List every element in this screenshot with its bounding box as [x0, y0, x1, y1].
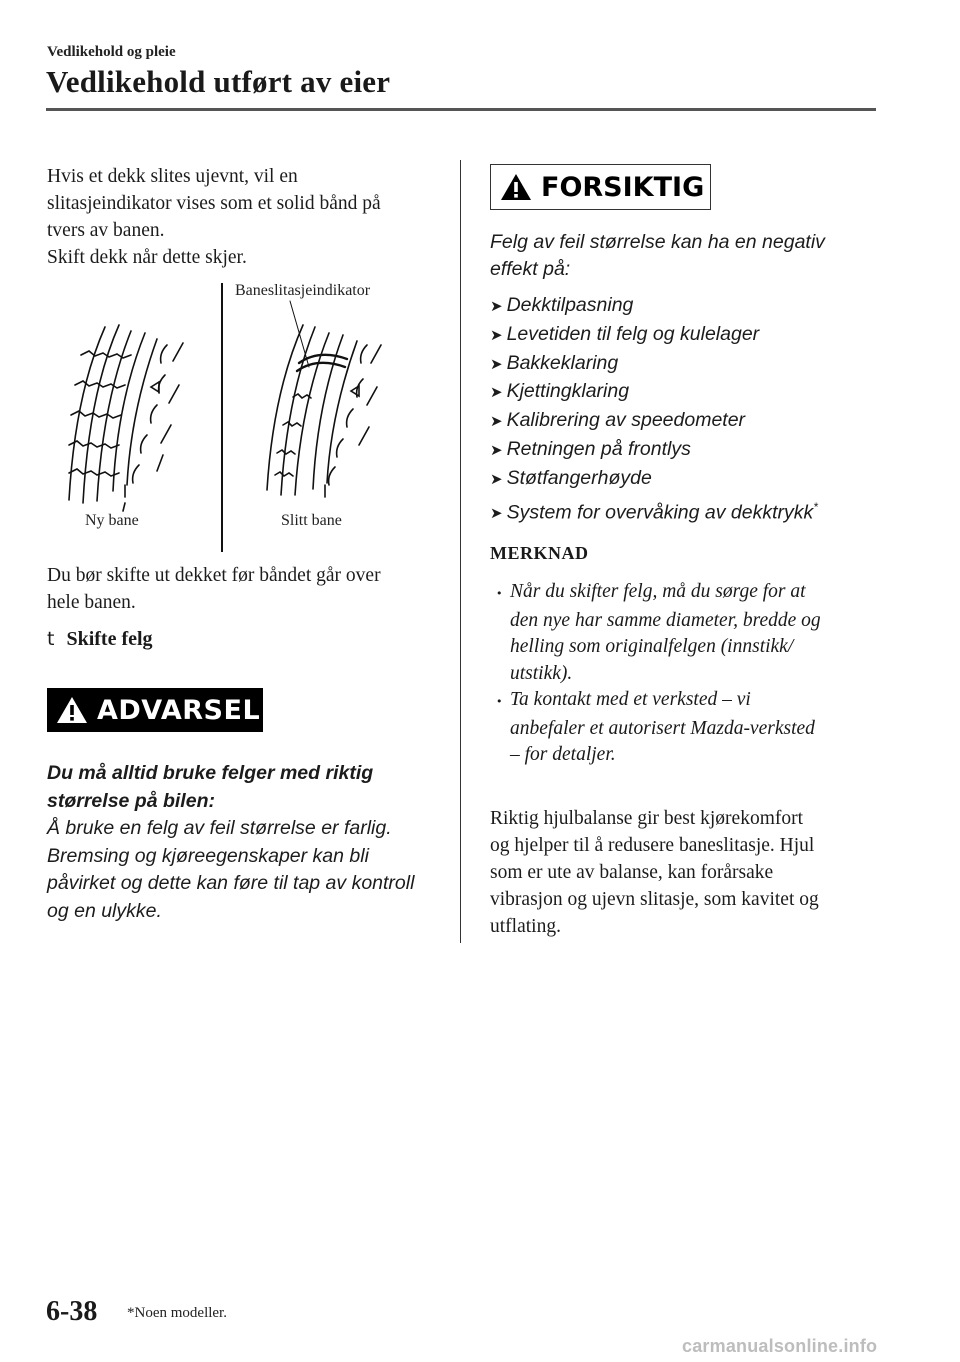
- bullet-dot-icon: •: [496, 587, 503, 600]
- tire-wear-figure: [47, 275, 457, 560]
- list-item-text: Dekktilpasning: [506, 294, 634, 316]
- replace-paragraph: [47, 562, 447, 616]
- list-item-text: Kalibrering av speedometer: [506, 409, 746, 432]
- text-line: påvirket og dette kan føre til tap av kontroll: [47, 872, 415, 894]
- list-item: [490, 321, 818, 350]
- list-item-text: Kjettingklaring: [506, 380, 630, 403]
- arrow-bullet-icon: ➤: [490, 469, 503, 488]
- figure-label-worn: Slitt bane: [281, 512, 342, 529]
- balance-paragraph: [490, 805, 880, 940]
- note-line: – for detaljer.: [510, 744, 616, 765]
- list-item: [490, 407, 818, 436]
- note-line: [496, 687, 821, 716]
- list-item: [490, 494, 818, 528]
- text-line: utflating.: [490, 916, 561, 937]
- column-divider: [460, 160, 461, 943]
- text-line: Du bør skifte ut dekket før båndet går over: [47, 565, 381, 586]
- list-item: [490, 378, 818, 407]
- note-line: helling som originalfelgen (innstikk/: [510, 636, 794, 657]
- text-line: som er ute av balanse, kan forårsake: [490, 862, 774, 883]
- text-line: Hvis et dekk slites ujevnt, vil en: [47, 166, 298, 187]
- warning-label: ADVARSEL: [97, 694, 261, 726]
- list-item-text: Retningen på frontlys: [506, 437, 691, 460]
- footnote: *Noen modeller.: [127, 1305, 227, 1321]
- text-line: og en ulykke.: [47, 899, 162, 922]
- note-line: den nye har samme diameter, bredde og: [510, 609, 821, 631]
- subheading-mark: t: [47, 628, 55, 650]
- caution-list: [490, 292, 818, 528]
- list-item-text: Støtfangerhøyde: [506, 466, 652, 489]
- subheading-rims: [47, 628, 153, 651]
- arrow-bullet-icon: ➤: [490, 412, 503, 431]
- text-line: hele banen.: [47, 592, 136, 613]
- text-line: effekt på:: [490, 258, 571, 280]
- arrow-bullet-icon: ➤: [490, 504, 503, 523]
- text-line: Bremsing og kjøreegenskaper kan bli: [47, 844, 369, 867]
- caution-label: FORSIKTIG: [541, 171, 705, 203]
- watermark: carmanualsonline.info: [682, 1336, 878, 1356]
- note-line: [496, 579, 821, 608]
- arrow-bullet-icon: ➤: [490, 354, 503, 373]
- note-text: Når du skifter felg, må du sørge for at: [510, 581, 806, 602]
- note-title: MERKNAD: [490, 543, 589, 563]
- note-line: utstikk).: [510, 662, 573, 684]
- list-item: [490, 350, 818, 379]
- caution-triangle-icon: [499, 171, 533, 203]
- list-item: [490, 436, 818, 465]
- figure-label-new: Ny bane: [85, 512, 139, 529]
- text-line: Riktig hjulbalanse gir best kjørekomfort: [490, 808, 804, 829]
- intro-paragraph: [47, 163, 447, 271]
- list-item-text: Levetiden til felg og kulelager: [506, 322, 760, 345]
- arrow-bullet-icon: ➤: [490, 383, 503, 402]
- text-line: Å bruke en felg av feil størrelse er farlig.: [47, 817, 392, 839]
- note-text: Ta kontakt med et verksted – vi: [510, 689, 751, 710]
- text-line: slitasjeindikator vises som et solid bånd på: [47, 193, 381, 214]
- warning-triangle-icon: [55, 694, 89, 726]
- text-line: Du må alltid bruke felger med riktig: [47, 762, 374, 784]
- text-line: Felg av feil størrelse kan ha en negativ: [490, 231, 825, 253]
- warning-banner: [47, 688, 263, 732]
- list-item: [490, 292, 818, 321]
- arrow-bullet-icon: ➤: [490, 297, 503, 315]
- page-number: 6-38: [46, 1296, 98, 1327]
- note-line: anbefaler et autorisert Mazda-verksted: [510, 717, 815, 739]
- caution-intro: [490, 229, 825, 283]
- text-line: vibrasjon og ujevn slitasje, som kavitet og: [490, 889, 819, 910]
- arrow-bullet-icon: ➤: [490, 440, 503, 459]
- caution-banner: [490, 164, 711, 210]
- list-item: [490, 465, 818, 494]
- bullet-dot-icon: •: [496, 695, 503, 708]
- text-line: størrelse på bilen:: [47, 789, 215, 812]
- figure-label-indicator: Baneslitasjeindikator: [235, 282, 371, 299]
- arrow-bullet-icon: ➤: [490, 325, 503, 344]
- text-line: Skift dekk når dette skjer.: [47, 247, 247, 268]
- warning-text: [47, 760, 447, 925]
- text-line: tvers av banen.: [47, 220, 165, 241]
- list-item-text: System for overvåking av dekktrykk: [506, 501, 814, 524]
- footnote-asterisk: *: [813, 499, 818, 514]
- note-list: [496, 579, 821, 769]
- section-label: Vedlikehold og pleie: [47, 44, 176, 60]
- page-title: Vedlikehold utført av eier: [46, 64, 391, 99]
- subheading-text: Skifte felg: [66, 628, 153, 650]
- heading-rule: [46, 108, 876, 111]
- text-line: og hjelper til å redusere baneslitasje. Hjul: [490, 835, 815, 856]
- list-item-text: Bakkeklaring: [506, 351, 619, 374]
